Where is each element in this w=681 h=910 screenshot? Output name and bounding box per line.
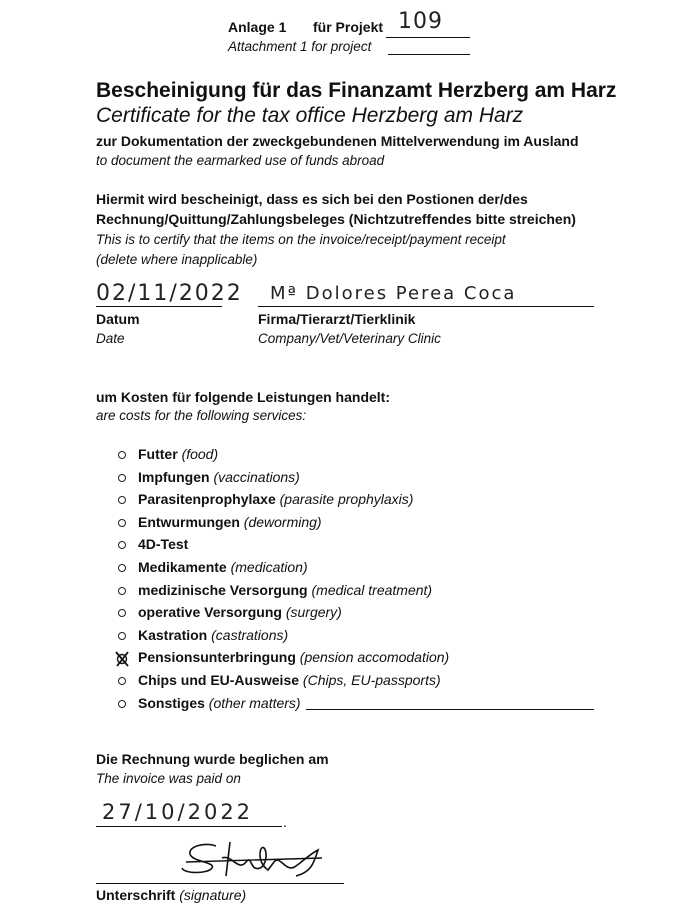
checkbox-circle-icon[interactable] [118,474,126,482]
service-label-de: Parasitenprophylaxe [138,491,276,508]
paid-date-value[interactable]: 27/10/2022 [102,800,254,824]
checkbox-circle-icon[interactable] [118,541,126,549]
project-number-line [386,37,470,38]
service-label-en: (other matters) [208,694,301,711]
certify-line1-en: This is to certify that the items on the invoice/receipt/payment receipt [96,232,506,247]
certify-line2-de: Rechnung/Quittung/Zahlungsbeleges (Nichtzutreffendes bitte streichen) [96,211,576,227]
service-label [138,627,288,643]
service-label [138,559,308,575]
date-line [96,306,222,307]
service-label-de: medizinische Versorgung [138,581,308,598]
signature-line [96,883,344,884]
service-label-de: Chips und EU-Ausweise [138,672,300,688]
service-label-de: Impfungen [138,468,210,485]
title-de: Bescheinigung für das Finanzamt Herzberg am Harz [96,79,617,102]
annex-label: Anlage 1 [228,19,287,35]
service-label-de: Entwurmungen [138,513,240,530]
company-value[interactable]: Mª Dolores Perea Coca [270,283,517,304]
checkbox-circle-icon[interactable] [118,496,126,504]
service-label [138,446,218,462]
service-label-en: (medication) [230,559,308,575]
date-label-en: Date [96,331,125,346]
service-label [138,582,432,598]
attachment-line [388,54,470,55]
service-label [138,672,441,688]
signature-label [96,887,246,903]
checkbox-circle-icon[interactable] [118,609,126,617]
title-en: Certificate for the tax office Herzberg am Harz [96,104,524,127]
service-label-de: Medikamente [138,559,227,575]
certify-line2-en: (delete where inapplicable) [96,252,258,267]
project-label: für Projekt [313,19,384,35]
checkbox-circle-icon[interactable] [118,677,126,685]
checkbox-circle-icon[interactable] [118,451,126,459]
subtitle-en: to document the earmarked use of funds abroad [96,153,385,168]
service-label-en: (parasite prophylaxis) [279,491,414,508]
services-intro-en: are costs for the following services: [96,408,307,423]
checkbox-circle-icon[interactable] [118,700,126,708]
checkbox-circle-icon[interactable] [118,632,126,640]
company-label-de: Firma/Tierarzt/Tierklinik [258,311,416,327]
service-label-en: (deworming) [243,513,322,530]
subtitle-de: zur Dokumentation der zweckgebundenen Mittelverwendung im Ausland [96,133,579,149]
services-intro-de: um Kosten für folgende Leistungen handelt: [96,389,390,405]
service-label-en: (medical treatment) [311,581,433,598]
paid-label-en: The invoice was paid on [96,771,241,786]
service-label [138,695,301,711]
service-label-de: Kastration [138,626,208,643]
service-label-en: (vaccinations) [213,468,300,485]
signature-label-en: (signature) [179,887,247,903]
service-label-en: (castrations) [211,626,289,643]
checkbox-circle-icon[interactable] [118,519,126,527]
service-label [138,536,188,552]
handwritten-signature [176,832,326,882]
service-label-en: (food) [181,446,219,462]
service-label-de: Futter [138,446,178,462]
date-value[interactable]: 02/11/2022 [96,281,243,306]
checkbox-circle-icon[interactable] [118,587,126,595]
service-label-de: Pensionsunterbringung [138,649,296,666]
attachment-en: Attachment 1 for project [228,39,372,54]
service-label [138,491,413,507]
date-label-de: Datum [96,311,140,327]
checkbox-circle-icon[interactable] [118,564,126,572]
service-label [138,514,322,530]
other-matters-line [306,709,594,710]
checked-mark-icon[interactable] [114,650,130,668]
service-label [138,649,449,665]
service-label-de: Sonstiges [138,694,205,711]
service-label-de: operative Versorgung [138,604,282,621]
service-label [138,469,300,485]
paid-date-line [96,826,282,827]
service-label-de: 4D-Test [138,536,189,553]
service-label-en: (Chips, EU-passports) [302,672,441,688]
service-label-en: (surgery) [285,604,342,621]
company-label-en: Company/Vet/Veterinary Clinic [258,331,441,346]
paid-label-de: Die Rechnung wurde beglichen am [96,751,329,767]
service-label [138,604,342,620]
service-label-en: (pension accomodation) [299,649,450,666]
signature-label-de: Unterschrift [96,887,176,903]
company-line [258,306,594,307]
certify-line1-de: Hiermit wird bescheinigt, dass es sich bei den Postionen der/des [96,191,528,207]
project-number[interactable]: 109 [398,9,443,34]
